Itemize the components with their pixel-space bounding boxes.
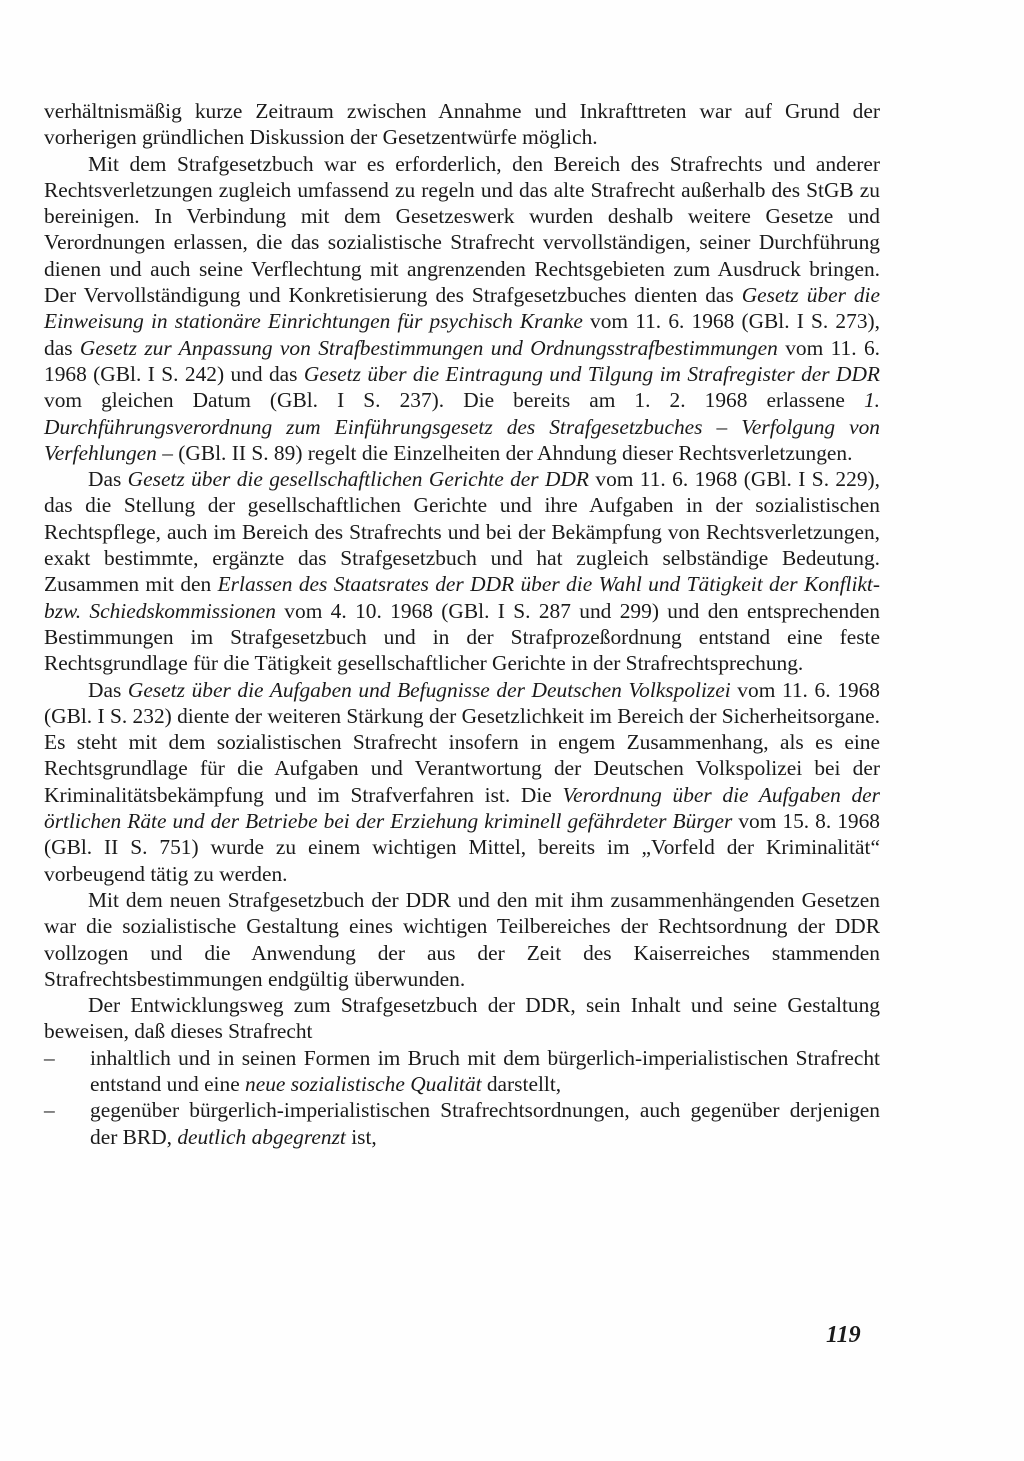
paragraph [44,151,880,467]
list-item [44,1097,880,1150]
italic-text-segment: deutlich abgegrenzt [177,1124,346,1149]
italic-text-segment: Erlassen des Staatsrates der DDR über die Wahl und Tätigkeit der Konflikt- bzw. Schiedskommissionen [44,572,880,623]
text-segment: vom 11. 6. 1968 (GBl. I S. 273), das [44,309,880,360]
body-text [44,98,880,1045]
text-segment: vom 11. 6. 1968 (GBl. I S. 242) und das [44,335,880,386]
text-segment: Mit dem Strafgesetzbuch war es erforderlich, den Bereich des Strafrechts und anderer Rechtsverletzungen zugleich umfassend zu regeln und das alte Strafrecht außerhalb des StGB zu bereinigen. In Verbindung mit dem Gesetzeswerk wurden deshalb weitere Gesetze und Verordnungen erlassen, die das sozialistische Strafrecht vervollständigen, seiner Durchführung dienen und auch seine Verflechtung mit angrenzenden Rechtsgebieten zum Ausdruck bringen. Der Vervollständigung und Konkretisierung des Strafgesetzbuches dienten das [44,151,880,308]
paragraph [44,992,880,1045]
list-dash: – [44,1045,55,1070]
text-segment: Mit dem neuen Strafgesetzbuch der DDR und den mit ihm zusammenhängenden Gesetzen war die sozialistische Gestaltung eines wichtigen Teilbereiches der Rechtsordnung der DDR vollzogen und die Anwendung der aus der Zeit des Kaiserreiches stammenden Strafrechtsbestimmungen endgültig überwunden. [44,887,880,991]
text-segment: Das [88,677,128,702]
paragraph [44,677,880,887]
italic-text-segment: Gesetz zur Anpassung von Strafbestimmungen und Ordnungsstrafbestimmungen [79,335,778,360]
dash-list [44,1045,880,1150]
text-segment: inhaltlich und in seinen Formen im Bruch mit dem bürgerlich-imperialistischen Strafrecht entstand und eine [90,1045,880,1096]
page-number: 119 [826,1322,861,1348]
italic-text-segment: Gesetz über die Eintragung und Tilgung im Strafregister der DDR [303,361,880,386]
text-segment: darstellt, [481,1071,562,1096]
italic-text-segment: Gesetz über die gesellschaftlichen Gerichte der DDR [127,467,589,492]
document-page [44,98,880,1398]
text-segment: Das [88,467,128,492]
italic-text-segment: 1. Durchführungsverordnung zum Einführungsgesetz des Strafgesetzbuches – Verfolgung von Verfehlungen – [44,388,880,465]
list-item [44,1045,880,1098]
italic-text-segment: Gesetz über die Einweisung in stationäre Einrichtungen für psychisch Kranke [44,283,880,334]
text-segment: vom gleichen Datum (GBl. I S. 237). Die bereits am 1. 2. 1968 erlassene [44,388,864,413]
text-segment: Der Entwicklungsweg zum Strafgesetzbuch der DDR, sein Inhalt und seine Gestaltung beweisen, daß dieses Strafrecht [44,993,880,1044]
list-dash: – [44,1098,55,1123]
text-segment: vom 15. 8. 1968 (GBl. II S. 751) wurde zu einem wichtigen Mittel, bereits im „Vorfeld der Kriminalität“ vorbeugend tätig zu werden. [44,809,881,886]
paragraph [44,98,880,151]
text-segment: vom 4. 10. 1968 (GBl. I S. 287 und 299) und den entsprechenden Bestimmungen im Strafgesetzbuch und in der Strafprozeßordnung entstand eine feste Rechtsgrundlage für die Tätigkeit gesellschaftlicher Gerichte in der Strafrechtsprechung. [44,598,881,676]
paragraph [44,887,880,992]
italic-text-segment: Verordnung über die Aufgaben der örtlichen Räte und der Betriebe bei der Erziehung kriminell gefährdeter Bürger [44,782,881,834]
text-segment: ist, [345,1124,377,1149]
italic-text-segment: Gesetz über die Aufgaben und Befugnisse der Deutschen Volkspolizei [127,677,731,702]
text-segment: verhältnismäßig kurze Zeitraum zwischen Annahme und Inkrafttreten war auf Grund der vorherigen gründlichen Diskussion der Gesetzentwürfe möglich. [44,99,880,150]
text-segment: gegenüber bürgerlich-imperialistischen Strafrechtsordnungen, auch gegenüber derjenigen der BRD, [90,1098,880,1149]
text-segment: vom 11. 6. 1968 (GBl. I S. 232) diente der weiteren Stärkung der Gesetzlichkeit im Bereich der Sicherheitsorgane. Es steht mit dem sozialistischen Strafrecht insofern in engem Zusammenhang, als es eine Rechtsgrundlage für die Aufgaben und Verantwortung der Deutschen Volkspolizei bei der Kriminalitätsbekämpfung und im Strafverfahren ist. Die [44,677,880,807]
text-segment: vom 11. 6. 1968 (GBl. I S. 229), das die Stellung der gesellschaftlichen Gerichte und ihre Aufgaben in der sozialistischen Rechtspflege, auch im Bereich des Strafrechts und bei der Bekämpfung von Rechtsverletzungen, exakt bestimmte, ergänzte das Strafgesetzbuch und hat zugleich selbständige Bedeutung. Zusammen mit den [44,467,880,597]
italic-text-segment: neue sozialistische Qualität [245,1071,482,1096]
text-segment: (GBl. II S. 89) regelt die Einzelheiten der Ahndung dieser Rechtsverletzungen. [172,440,853,465]
paragraph [44,466,880,676]
